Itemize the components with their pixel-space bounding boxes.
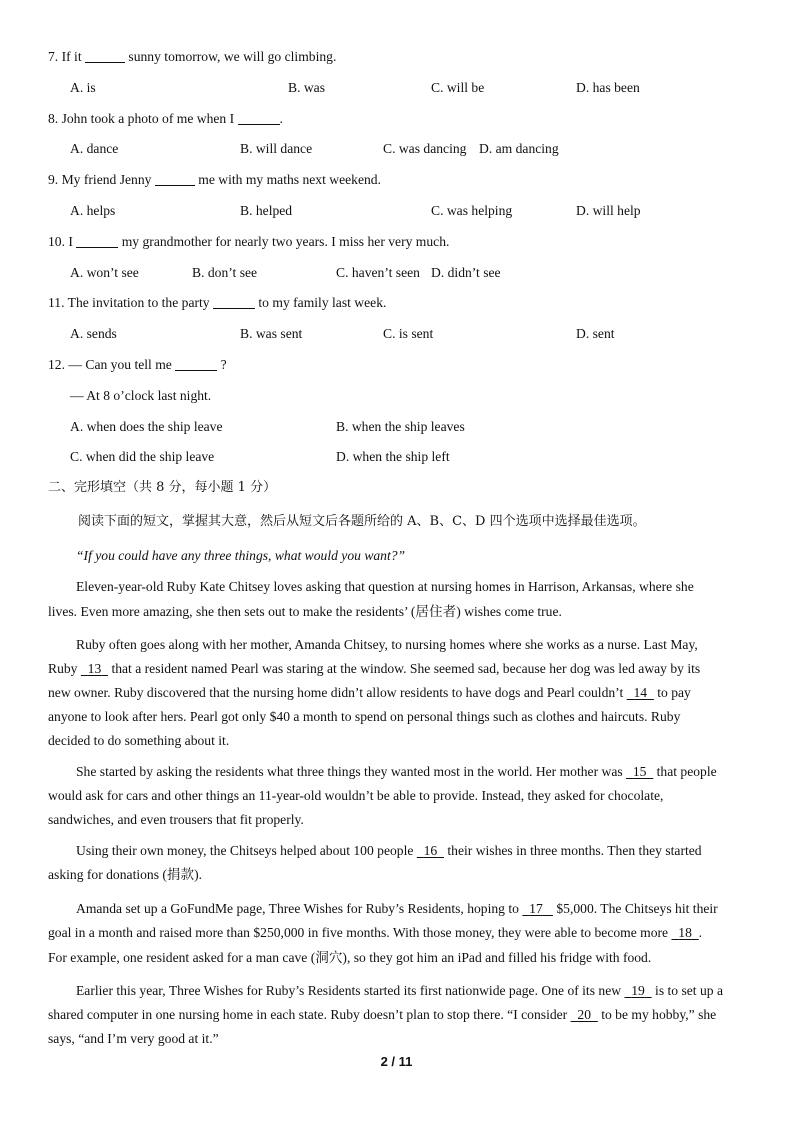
answer-blank <box>85 50 125 63</box>
cloze-blank-16: 16 <box>423 843 438 858</box>
passage-line: shared computer in one nursing home in each state. Ruby doesn’t plan to stop there. “I consider 20 to be my hobby,” she <box>48 1007 717 1022</box>
passage-line: Using their own money, the Chitseys helped about 100 people 16 their wishes in three months. Then they started <box>76 843 702 858</box>
question-12-answer-line: — At 8 o’clock last night. <box>70 388 212 403</box>
answer-blank <box>238 112 280 125</box>
question-9-option-c: C. was helping <box>431 203 513 218</box>
cloze-blank-14: 14 <box>633 685 648 700</box>
passage-opening-quote: “If you could have any three things, what would you want?” <box>76 548 406 563</box>
page-number: 2 / 11 <box>380 1054 413 1069</box>
question-10-option-b: B. don’t see <box>192 265 258 280</box>
question-12-option-b: B. when the ship leaves <box>336 419 465 434</box>
passage-line: sandwiches, and even trousers that fit properly. <box>48 812 304 827</box>
question-11-option-a: A. sends <box>70 326 117 341</box>
cloze-blank-15: 15 <box>632 764 647 779</box>
passage-line: Ruby often goes along with her mother, Amanda Chitsey, to nursing homes where she works as a nurse. Last May, <box>76 637 698 652</box>
passage-line: Eleven-year-old Ruby Kate Chitsey loves asking that question at nursing homes in Harrison, Arkansas, where she <box>76 579 694 594</box>
passage-line: anyone to look after hers. Pearl got only $40 a month to spend on personal things such as clothes and haircuts. Ruby <box>48 709 681 724</box>
question-10-option-c: C. haven’t seen <box>336 265 420 280</box>
passage-line: would ask for cars and other things an 11-year-old wouldn’t be able to provide. Instead, they asked for chocolate, <box>48 788 664 803</box>
cloze-blank-19: 19 <box>631 983 645 998</box>
passage-line: Ruby 13 that a resident named Pearl was staring at the window. She seemed sad, because her dog was led away by its <box>48 661 701 676</box>
passage-line: decided to do something about it. <box>48 733 230 748</box>
passage-line: Amanda set up a GoFundMe page, Three Wishes for Ruby’s Residents, hoping to 17 $5,000. The Chitseys hit their <box>76 901 718 916</box>
question-9-option-a: A. helps <box>70 203 116 218</box>
section-heading: 二、完形填空（共 8 分，每小题 1 分） <box>48 480 277 495</box>
question-7-option-d: D. has been <box>576 80 640 95</box>
question-9-option-b: B. helped <box>240 203 293 218</box>
section-instruction: 阅读下面的短文，掌握其大意，然后从短文后各题所给的 A、B、C、D 四个选项中选择最佳选项。 <box>78 514 646 529</box>
question-12-option-d: D. when the ship left <box>336 449 450 464</box>
question-11-stem: 11. The invitation to the party to my family last week. <box>48 295 387 310</box>
question-8-option-b: B. will dance <box>240 141 313 156</box>
question-8-stem: 8. John took a photo of me when I . <box>48 111 283 126</box>
passage-line: She started by asking the residents what three things they wanted most in the world. Her mother was 15 that people <box>76 764 717 779</box>
answer-blank <box>213 296 255 309</box>
cloze-blank-18: 18 <box>678 925 692 940</box>
cloze-blank-17: 17 <box>529 901 543 916</box>
question-12-option-c: C. when did the ship leave <box>70 449 215 464</box>
question-12-stem: 12. — Can you tell me ? <box>48 357 227 372</box>
question-9-stem: 9. My friend Jenny me with my maths next weekend. <box>48 172 381 187</box>
question-7-option-b: B. was <box>288 80 326 95</box>
answer-blank <box>76 235 118 248</box>
passage-line: new owner. Ruby discovered that the nursing home didn’t allow residents to have dogs and Pearl couldn’t 14 to pay <box>48 685 691 700</box>
cloze-blank-13: 13 <box>87 661 102 676</box>
answer-blank <box>175 358 217 371</box>
passage-line: asking for donations (捐款). <box>48 867 203 882</box>
question-8-option-c: C. was dancing <box>383 141 467 156</box>
question-9-option-d: D. will help <box>576 203 641 218</box>
passage-line: Earlier this year, Three Wishes for Ruby’s Residents started its first nationwide page. One of its new 19 is to set up a <box>76 983 724 998</box>
question-11-option-d: D. sent <box>576 326 615 341</box>
answer-blank <box>155 173 195 186</box>
question-10-option-d: D. didn’t see <box>431 265 501 280</box>
question-11-option-c: C. is sent <box>383 326 434 341</box>
question-8-option-a: A. dance <box>70 141 119 156</box>
question-12-option-a: A. when does the ship leave <box>70 419 223 434</box>
passage-line: goal in a month and raised more than $250,000 in five months. With those money, they were able to become more 18 . <box>48 925 703 940</box>
cloze-blank-20: 20 <box>577 1007 591 1022</box>
question-7-stem: 7. If it sunny tomorrow, we will go climbing. <box>48 49 337 64</box>
passage-line: says, “and I’m very good at it.” <box>48 1031 219 1046</box>
question-7-option-c: C. will be <box>431 80 485 95</box>
question-7-option-a: A. is <box>70 80 96 95</box>
passage-line: For example, one resident asked for a man cave (洞穴), so they got him an iPad and filled his fridge with food. <box>48 950 652 965</box>
question-10-stem: 10. I my grandmother for nearly two years. I miss her very much. <box>48 234 450 249</box>
question-10-option-a: A. won’t see <box>70 265 139 280</box>
question-8-option-d: D. am dancing <box>479 141 559 156</box>
question-11-option-b: B. was sent <box>240 326 303 341</box>
passage-line: lives. Even more amazing, she then sets out to make the residents’ (居住者) wishes come true. <box>48 604 562 619</box>
